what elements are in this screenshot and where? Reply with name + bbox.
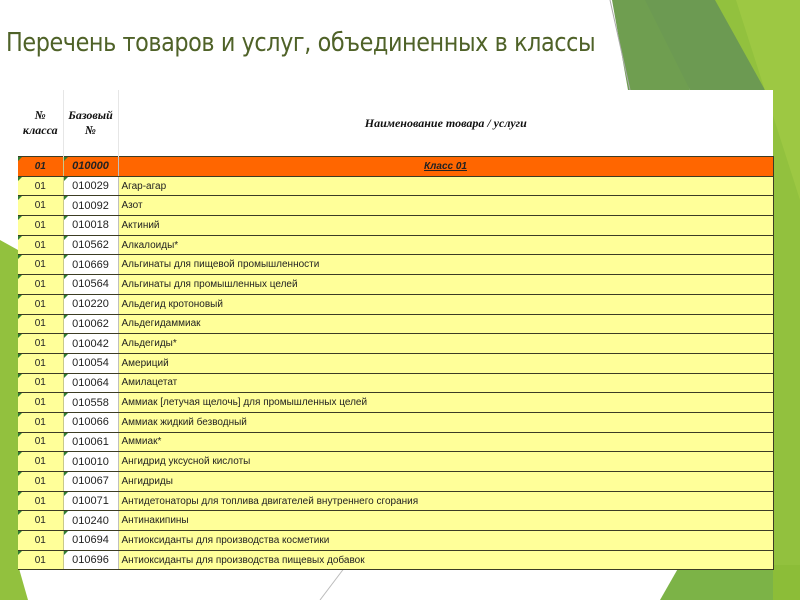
cell-name[interactable]: Альгинаты для пищевой промышленности — [118, 255, 773, 275]
cell-name[interactable]: Альдегиды* — [118, 334, 773, 354]
column-header-class-no: № класса — [18, 90, 63, 157]
cell-base-no[interactable]: 010562 — [63, 235, 118, 255]
cell-class-no[interactable]: 01 — [18, 491, 63, 511]
table-row — [18, 511, 773, 531]
cell-name[interactable]: Аммиак* — [118, 432, 773, 452]
cell-name[interactable]: Антиоксиданты для производства пищевых добавок — [118, 550, 773, 570]
table-row — [18, 294, 773, 314]
cell-name[interactable]: Ангидрид уксусной кислоты — [118, 452, 773, 472]
cell-class-title[interactable]: Класс 01 — [118, 157, 773, 177]
table-row — [18, 393, 773, 413]
spreadsheet-table — [18, 90, 773, 570]
cell-base-no[interactable]: 010694 — [63, 531, 118, 551]
cell-class-no[interactable]: 01 — [18, 550, 63, 570]
cell-class-no[interactable]: 01 — [18, 255, 63, 275]
cell-name[interactable]: Актиний — [118, 216, 773, 236]
table-row — [18, 491, 773, 511]
cell-class-no[interactable]: 01 — [18, 412, 63, 432]
cell-base-no[interactable]: 010071 — [63, 491, 118, 511]
cell-base-no[interactable]: 010029 — [63, 176, 118, 196]
table-row — [18, 432, 773, 452]
cell-name[interactable]: Аммиак [летучая щелочь] для промышленных целей — [118, 393, 773, 413]
table-row — [18, 550, 773, 570]
cell-name[interactable]: Алкалоиды* — [118, 235, 773, 255]
cell-class-no[interactable]: 01 — [18, 216, 63, 236]
cell-class-no[interactable]: 01 — [18, 275, 63, 295]
cell-name[interactable]: Азот — [118, 196, 773, 216]
cell-name[interactable]: Альгинаты для промышленных целей — [118, 275, 773, 295]
cell-name[interactable]: Ангидриды — [118, 472, 773, 492]
cell-class-no[interactable]: 01 — [18, 196, 63, 216]
cell-base-no[interactable]: 010064 — [63, 373, 118, 393]
cell-name[interactable]: Антинакипины — [118, 511, 773, 531]
cell-base-no[interactable]: 010066 — [63, 412, 118, 432]
cell-class-no[interactable]: 01 — [18, 334, 63, 354]
table-row — [18, 353, 773, 373]
cell-name[interactable]: Аммиак жидкий безводный — [118, 412, 773, 432]
table-row — [18, 412, 773, 432]
cell-base-no[interactable]: 010558 — [63, 393, 118, 413]
cell-base-no[interactable]: 010564 — [63, 275, 118, 295]
table-row — [18, 275, 773, 295]
cell-base-no[interactable]: 010669 — [63, 255, 118, 275]
cell-class-no[interactable]: 01 — [18, 452, 63, 472]
table-row — [18, 334, 773, 354]
cell-class-no[interactable]: 01 — [18, 294, 63, 314]
cell-base-no[interactable]: 010220 — [63, 294, 118, 314]
cell-name[interactable]: Альдегид кротоновый — [118, 294, 773, 314]
cell-name[interactable]: Агар-агар — [118, 176, 773, 196]
cell-base-no[interactable]: 010062 — [63, 314, 118, 334]
cell-base-no[interactable]: 010092 — [63, 196, 118, 216]
cell-base-no[interactable]: 010054 — [63, 353, 118, 373]
cell-class-no[interactable]: 01 — [18, 511, 63, 531]
cell-name[interactable]: Альдегидаммиак — [118, 314, 773, 334]
cell-base-no[interactable]: 010061 — [63, 432, 118, 452]
cell-base-no[interactable]: 010000 — [63, 157, 118, 177]
cell-class-no[interactable]: 01 — [18, 235, 63, 255]
cell-name[interactable]: Антидетонаторы для топлива двигателей внутреннего сгорания — [118, 491, 773, 511]
cell-class-no[interactable]: 01 — [18, 314, 63, 334]
column-header-name: Наименование товара / услуги — [118, 90, 773, 157]
page-title: Перечень товаров и услуг, объединенных в классы — [6, 28, 596, 58]
table-row — [18, 235, 773, 255]
table-row — [18, 314, 773, 334]
cell-class-no[interactable]: 01 — [18, 531, 63, 551]
table-row — [18, 531, 773, 551]
table-row — [18, 452, 773, 472]
cell-base-no[interactable]: 010696 — [63, 550, 118, 570]
table-row — [18, 176, 773, 196]
cell-class-no[interactable]: 01 — [18, 176, 63, 196]
table-row — [18, 373, 773, 393]
table-row — [18, 472, 773, 492]
cell-base-no[interactable]: 010010 — [63, 452, 118, 472]
cell-class-no[interactable]: 01 — [18, 353, 63, 373]
cell-name[interactable]: Америций — [118, 353, 773, 373]
cell-class-no[interactable]: 01 — [18, 373, 63, 393]
table-row — [18, 255, 773, 275]
cell-base-no[interactable]: 010067 — [63, 472, 118, 492]
cell-class-no[interactable]: 01 — [18, 157, 63, 177]
cell-name[interactable]: Антиоксиданты для производства косметики — [118, 531, 773, 551]
cell-class-no[interactable]: 01 — [18, 432, 63, 452]
table-row — [18, 196, 773, 216]
table-header-row — [18, 90, 773, 157]
cell-base-no[interactable]: 010042 — [63, 334, 118, 354]
cell-base-no[interactable]: 010018 — [63, 216, 118, 236]
cell-name[interactable]: Амилацетат — [118, 373, 773, 393]
cell-class-no[interactable]: 01 — [18, 472, 63, 492]
cell-class-no[interactable]: 01 — [18, 393, 63, 413]
class-header-row — [18, 157, 773, 177]
table-row — [18, 216, 773, 236]
column-header-base-no: Базовый № — [63, 90, 118, 157]
cell-base-no[interactable]: 010240 — [63, 511, 118, 531]
